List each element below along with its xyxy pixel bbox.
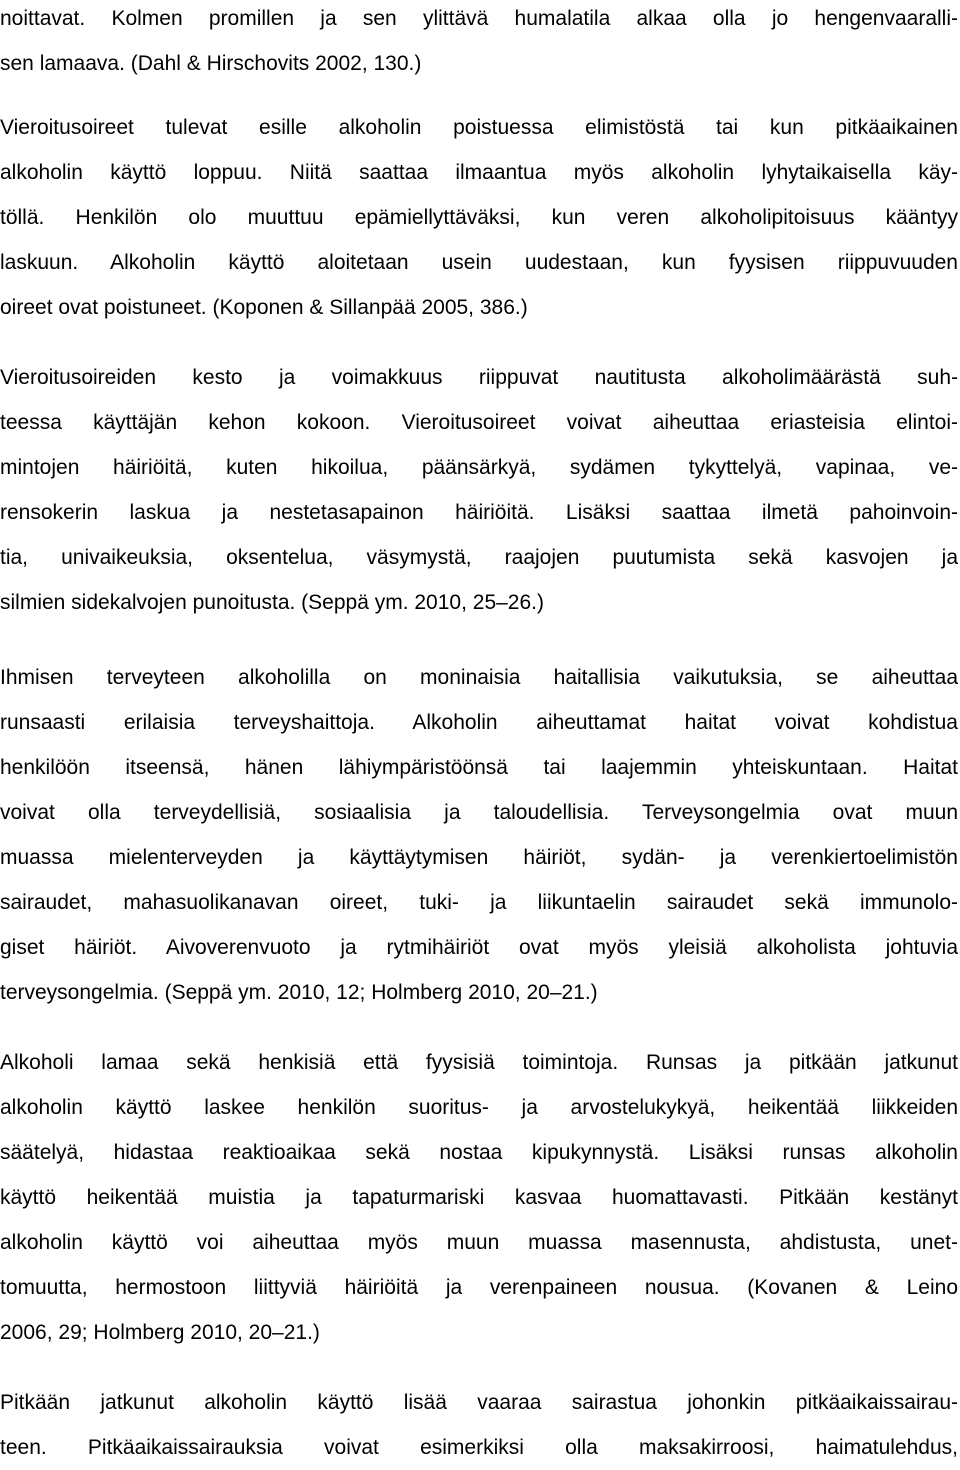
text-line: sen lamaava. (Dahl & Hirschovits 2002, 130.) xyxy=(0,52,422,75)
text-line: teessa käyttäjän kehon kokoon. Vieroitusoireet voivat aiheuttaa eriasteisia elintoi- xyxy=(0,411,958,434)
text-line: muassa mielenterveyden ja käyttäytymisen häiriöt, sydän- ja verenkiertoelimistön xyxy=(0,846,958,869)
text-line: teen. Pitkäaikaissairauksia voivat esimerkiksi olla maksakirroosi, haimatulehdus, xyxy=(0,1436,958,1459)
text-line: rensokerin laskua ja nestetasapainon häiriöitä. Lisäksi saattaa ilmetä pahoinvoin- xyxy=(0,501,958,524)
text-line: tia, univaikeuksia, oksentelua, väsymystä, raajojen puutumista sekä kasvojen ja xyxy=(0,546,958,569)
text-line: 2006, 29; Holmberg 2010, 20–21.) xyxy=(0,1321,320,1344)
text-line: laskuun. Alkoholin käyttö aloitetaan usein uudestaan, kun fyysisen riippuvuuden xyxy=(0,251,958,274)
text-line: alkoholin käyttö laskee henkilön suoritus- ja arvostelukykyä, heikentää liikkeiden xyxy=(0,1096,958,1119)
text-line: oireet ovat poistuneet. (Koponen & Sillanpää 2005, 386.) xyxy=(0,296,528,319)
text-line: Alkoholi lamaa sekä henkisiä että fyysisiä toimintoja. Runsas ja pitkään jatkunut xyxy=(0,1051,958,1074)
text-line: mintojen häiriöitä, kuten hikoilua, päänsärkyä, sydämen tykyttelyä, vapinaa, ve- xyxy=(0,456,958,479)
text-line: töllä. Henkilön olo muuttuu epämiellyttäväksi, kun veren alkoholipitoisuus kääntyy xyxy=(0,206,958,229)
text-line: giset häiriöt. Aivoverenvuoto ja rytmihäiriöt ovat myös yleisiä alkoholista johtuvia xyxy=(0,936,958,959)
text-line: Ihmisen terveyteen alkoholilla on moninaisia haitallisia vaikutuksia, se aiheuttaa xyxy=(0,666,958,689)
text-line: tomuutta, hermostoon liittyviä häiriöitä ja verenpaineen nousua. (Kovanen & Leino xyxy=(0,1276,958,1299)
text-line: käyttö heikentää muistia ja tapaturmariski kasvaa huomattavasti. Pitkään kestänyt xyxy=(0,1186,958,1209)
text-line: Pitkään jatkunut alkoholin käyttö lisää vaaraa sairastua johonkin pitkäaikaissairau- xyxy=(0,1391,958,1414)
text-line: noittavat. Kolmen promillen ja sen ylittävä humalatila alkaa olla jo hengenvaaralli- xyxy=(0,7,958,30)
paragraph-4 xyxy=(0,655,960,1015)
paragraph-5 xyxy=(0,1040,960,1355)
text-line: Vieroitusoireiden kesto ja voimakkuus riippuvat nautitusta alkoholimäärästä suh- xyxy=(0,366,958,389)
text-line: alkoholin käyttö loppuu. Niitä saattaa ilmaantua myös alkoholin lyhytaikaisella käy- xyxy=(0,161,958,184)
paragraph-2 xyxy=(0,105,960,330)
text-line: Vieroitusoireet tulevat esille alkoholin poistuessa elimistöstä tai kun pitkäaikainen xyxy=(0,116,958,139)
paragraph-6 xyxy=(0,1380,960,1470)
text-line: alkoholin käyttö voi aiheuttaa myös muun muassa masennusta, ahdistusta, unet- xyxy=(0,1231,958,1254)
text-line: voivat olla terveydellisiä, sosiaalisia ja taloudellisia. Terveysongelmia ovat muun xyxy=(0,801,958,824)
text-line: sairaudet, mahasuolikanavan oireet, tuki- ja liikuntaelin sairaudet sekä immunolo- xyxy=(0,891,958,914)
paragraph-3 xyxy=(0,355,960,625)
paragraph-1 xyxy=(0,0,960,86)
text-line: silmien sidekalvojen punoitusta. (Seppä ym. 2010, 25–26.) xyxy=(0,591,544,614)
text-line: henkilöön itseensä, hänen lähiympäristöönsä tai laajemmin yhteiskuntaan. Haitat xyxy=(0,756,958,779)
text-line: runsaasti erilaisia terveyshaittoja. Alkoholin aiheuttamat haitat voivat kohdistua xyxy=(0,711,958,734)
text-line: terveysongelmia. (Seppä ym. 2010, 12; Holmberg 2010, 20–21.) xyxy=(0,981,598,1004)
text-line: säätelyä, hidastaa reaktioaikaa sekä nostaa kipukynnystä. Lisäksi runsas alkoholin xyxy=(0,1141,958,1164)
